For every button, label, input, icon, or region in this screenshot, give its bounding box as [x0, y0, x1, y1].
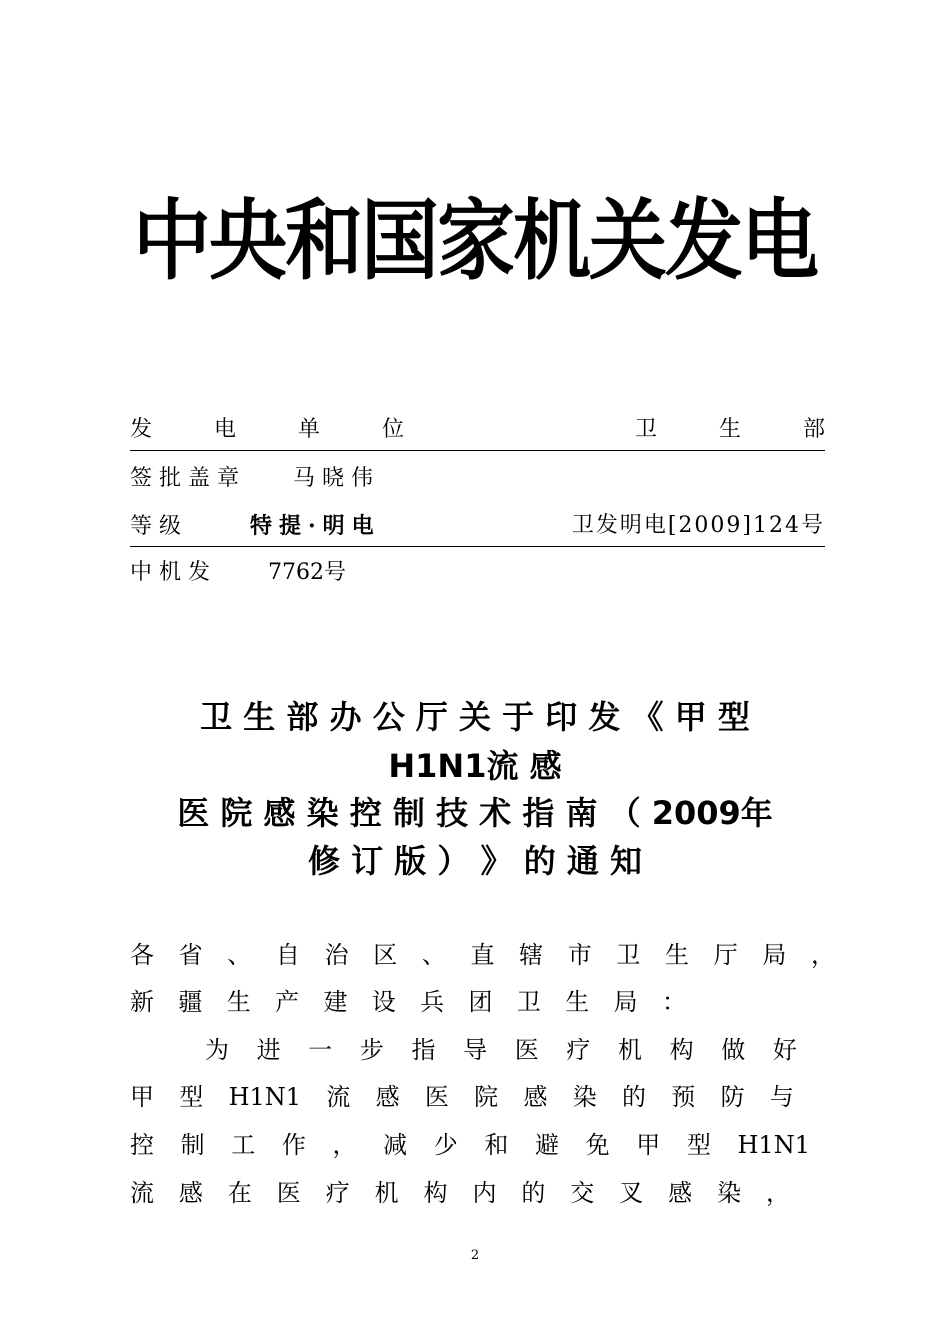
body-line-2	[130, 979, 686, 1026]
body-token: 为	[205, 1036, 229, 1064]
body-token: 型	[686, 1131, 711, 1159]
notice-title-line-2: H1N1流 感	[388, 747, 562, 785]
body-token: 感	[668, 1179, 693, 1207]
body-token: 生	[565, 988, 590, 1016]
body-token: 产	[275, 988, 300, 1016]
body-token: 步	[359, 1036, 384, 1064]
body-token: 内	[472, 1179, 497, 1207]
body-token: 医	[276, 1179, 301, 1207]
body-token: 建	[323, 988, 348, 1016]
body-token: 工	[231, 1131, 256, 1159]
notice-title-line-4: 修 订 版 ） 》 的 通 知	[308, 842, 642, 880]
body-token: 区	[373, 941, 398, 969]
body-token: 制	[180, 1131, 205, 1159]
body-token: 甲	[130, 1083, 154, 1111]
body-line-4	[130, 1074, 794, 1121]
body-token: 厅	[713, 941, 738, 969]
body-token: ，	[810, 941, 835, 969]
body-line-1	[130, 932, 835, 979]
body-token: 叉	[619, 1179, 644, 1207]
sender-row	[130, 410, 887, 451]
body-token: 疗	[566, 1036, 591, 1064]
body-token: 卫	[616, 941, 641, 969]
body-token: 治	[324, 941, 349, 969]
sender-value: 卫生部	[634, 417, 887, 442]
body-token: 减	[383, 1131, 408, 1159]
document-number: 卫发明电[2009]124号	[571, 513, 825, 538]
approval-label: 签批盖章	[130, 466, 247, 491]
approval-row	[130, 459, 825, 499]
notice-title-line-1: 卫 生 部 办 公 厅 关 于 印 发 《 甲 型	[200, 698, 750, 736]
body-token: 机	[618, 1036, 642, 1064]
body-token: 直	[470, 941, 495, 969]
body-line-3	[205, 1027, 797, 1074]
body-token: 流	[326, 1083, 351, 1111]
body-token: 医	[424, 1083, 449, 1111]
body-token: 一	[308, 1036, 333, 1064]
body-token: 团	[468, 988, 493, 1016]
sender-label: 发电单位	[130, 417, 467, 442]
body-token: 的	[622, 1083, 646, 1111]
body-token: 市	[567, 941, 592, 969]
body-token: 的	[521, 1179, 546, 1207]
central-row	[130, 553, 825, 593]
body-token: 院	[474, 1083, 499, 1111]
body-token: 辖	[519, 941, 544, 969]
body-token: ，	[765, 1179, 790, 1207]
body-token: 与	[769, 1083, 794, 1111]
body-token: 、	[421, 941, 446, 969]
notice-title-line-3: 医 院 感 染 控 制 技 术 指 南 （ 2009年	[177, 794, 773, 832]
body-token: 和	[484, 1131, 509, 1159]
body-token: ：	[661, 988, 686, 1016]
body-token: 少	[433, 1131, 458, 1159]
body-token: 染	[717, 1179, 742, 1207]
grade-row	[130, 506, 825, 547]
body-token: 感	[375, 1083, 400, 1111]
central-value: 7762号	[268, 560, 347, 585]
body-token: 进	[256, 1036, 281, 1064]
body-token: 交	[570, 1179, 595, 1207]
body-token: ，	[332, 1131, 357, 1159]
central-label: 中机发	[130, 560, 218, 585]
body-token: 导	[463, 1036, 488, 1064]
body-line-6	[130, 1170, 790, 1217]
body-token: 局	[762, 941, 787, 969]
body-token: 免	[585, 1131, 610, 1159]
body-token: 感	[523, 1083, 548, 1111]
body-token: 卫	[516, 988, 541, 1016]
body-token: 机	[374, 1179, 399, 1207]
body-token: 作	[281, 1131, 306, 1159]
body-token: 疆	[178, 988, 203, 1016]
body-token: 自	[275, 941, 300, 969]
body-line-5	[130, 1122, 810, 1169]
body-token: 防	[720, 1083, 745, 1111]
body-token: 疗	[325, 1179, 350, 1207]
body-token: 新	[130, 988, 154, 1016]
body-token: 局	[613, 988, 638, 1016]
body-token: 型	[179, 1083, 204, 1111]
body-token: 兵	[420, 988, 445, 1016]
body-token: 做	[721, 1036, 746, 1064]
body-token: 医	[514, 1036, 539, 1064]
body-token: 生	[665, 941, 690, 969]
grade-value: 特提·明电	[250, 513, 381, 539]
body-token: H1N1	[228, 1083, 302, 1111]
body-token: 好	[772, 1036, 797, 1064]
body-token: 省	[178, 941, 203, 969]
body-token: 设	[371, 988, 396, 1016]
masthead-title: 中央和国家机关发电	[132, 191, 817, 293]
body-token: 预	[671, 1083, 696, 1111]
body-token: 指	[411, 1036, 436, 1064]
body-token: H1N1	[737, 1131, 810, 1159]
approval-value: 马晓伟	[293, 466, 381, 491]
body-token: 染	[572, 1083, 597, 1111]
body-token: 构	[423, 1179, 448, 1207]
body-token: 、	[227, 941, 252, 969]
page-number: 2	[470, 1248, 480, 1263]
grade-label: 等级	[130, 514, 189, 539]
body-token: 各	[130, 941, 154, 969]
body-token: 生	[226, 988, 251, 1016]
body-token: 控	[130, 1131, 154, 1159]
body-token: 感	[178, 1179, 203, 1207]
body-token: 在	[227, 1179, 252, 1207]
body-token: 构	[669, 1036, 694, 1064]
body-token: 流	[130, 1179, 154, 1207]
body-token: 甲	[636, 1131, 661, 1159]
body-token: 避	[535, 1131, 559, 1159]
